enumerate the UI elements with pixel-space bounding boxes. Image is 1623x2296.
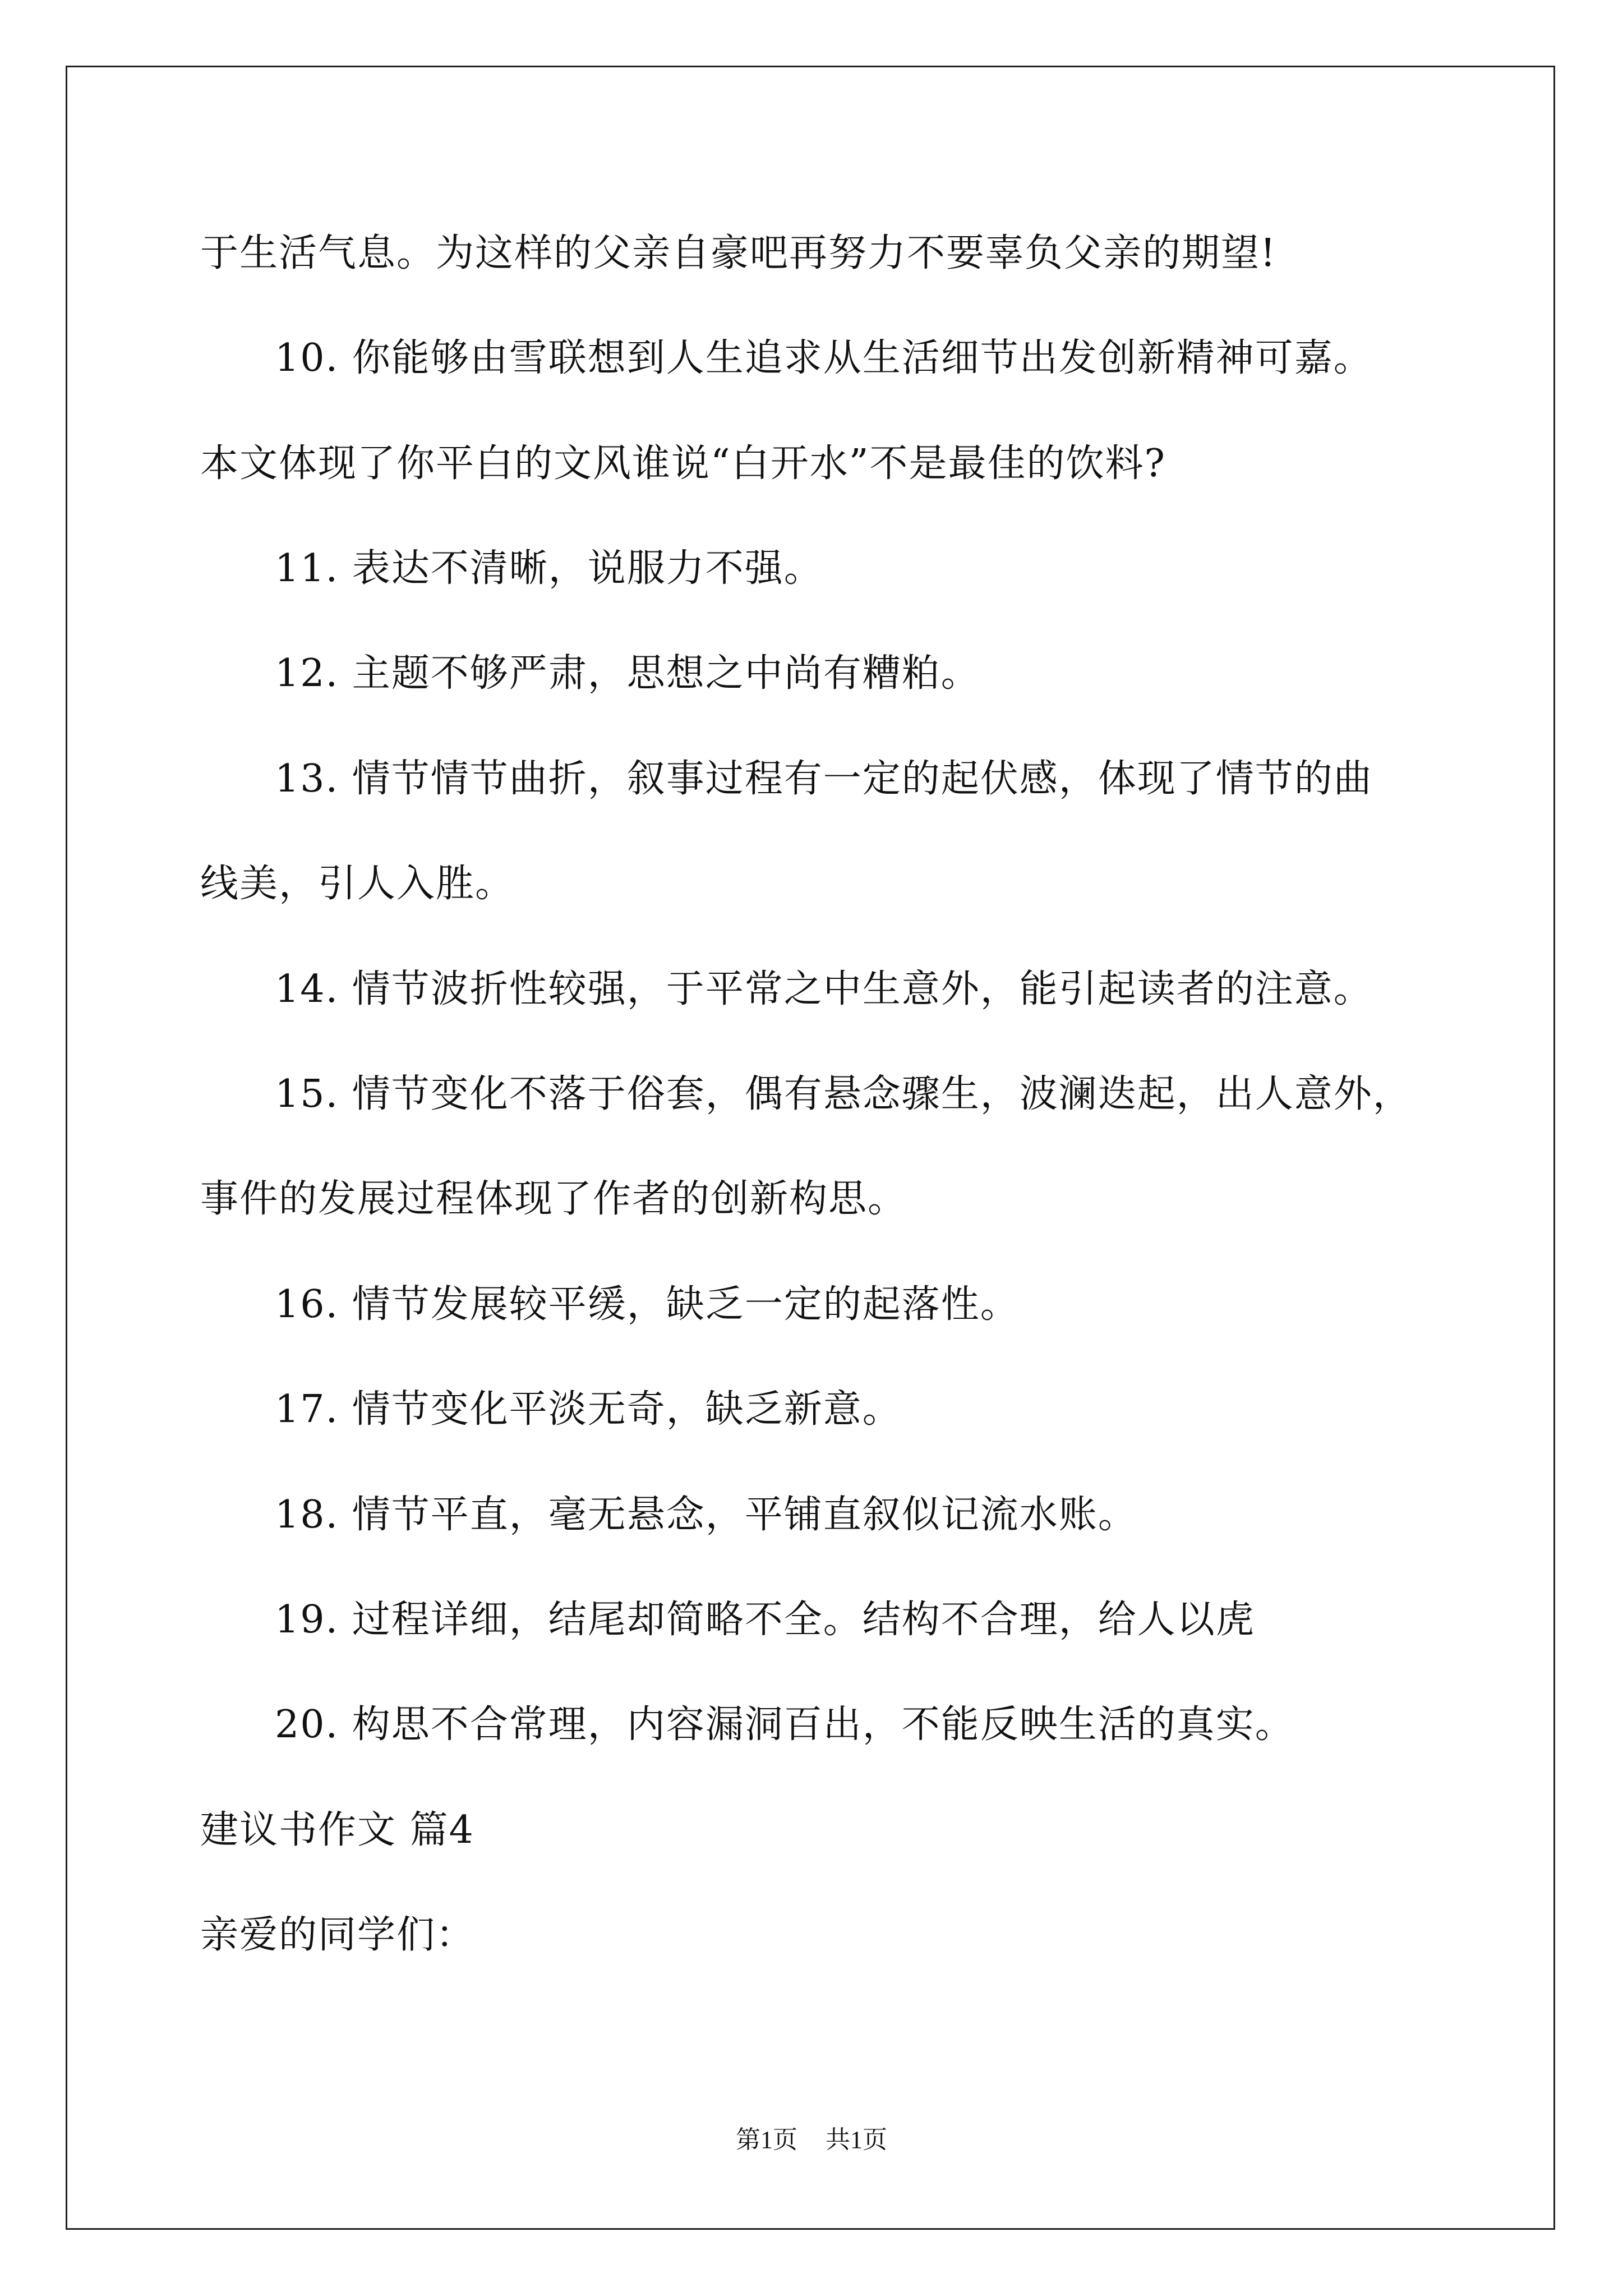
page-border xyxy=(66,66,1555,2230)
list-item-19: 19. 过程详细，结尾却简略不全。结构不合理，给人以虎 xyxy=(275,1598,1255,1642)
list-item-18: 18. 情节平直，毫无悬念，平铺直叙似记流水账。 xyxy=(275,1493,1137,1537)
page-footer xyxy=(0,2128,1623,2152)
list-item-10: 10. 你能够由雪联想到人生追求从生活细节出发创新精神可嘉。 xyxy=(275,336,1373,380)
salutation: 亲爱的同学们： xyxy=(200,1913,476,1957)
section-heading: 建议书作文 篇4 xyxy=(200,1808,474,1852)
list-item-17: 17. 情节变化平淡无奇，缺乏新意。 xyxy=(275,1387,902,1432)
text-line: 本文体现了你平白的文风谁说“白开水”不是最佳的饮料? xyxy=(200,441,1166,486)
list-item-20: 20. 构思不合常理，内容漏洞百出，不能反映生活的真实。 xyxy=(275,1703,1294,1747)
list-item-12: 12. 主题不够严肃，思想之中尚有糟粕。 xyxy=(275,651,980,696)
text-line: 于生活气息。为这样的父亲自豪吧再努力不要辜负父亲的期望! xyxy=(200,231,1277,275)
text-line: 线美，引人入胜。 xyxy=(200,862,515,906)
list-item-14: 14. 情节波折性较强，于平常之中生意外，能引起读者的注意。 xyxy=(275,967,1373,1011)
page-number: 第1页 xyxy=(736,2126,797,2154)
list-item-11: 11. 表达不清晰，说服力不强。 xyxy=(275,546,823,591)
list-item-13: 13. 情节情节曲折，叙事过程有一定的起伏感，体现了情节的曲 xyxy=(275,757,1373,801)
list-item-16: 16. 情节发展较平缓，缺乏一定的起落性。 xyxy=(275,1282,1020,1327)
list-item-15: 15. 情节变化不落于俗套，偶有悬念骤生，波澜迭起，出人意外， xyxy=(275,1072,1412,1116)
text-line: 事件的发展过程体现了作者的创新构思。 xyxy=(200,1177,907,1221)
page-total: 共1页 xyxy=(826,2126,887,2154)
